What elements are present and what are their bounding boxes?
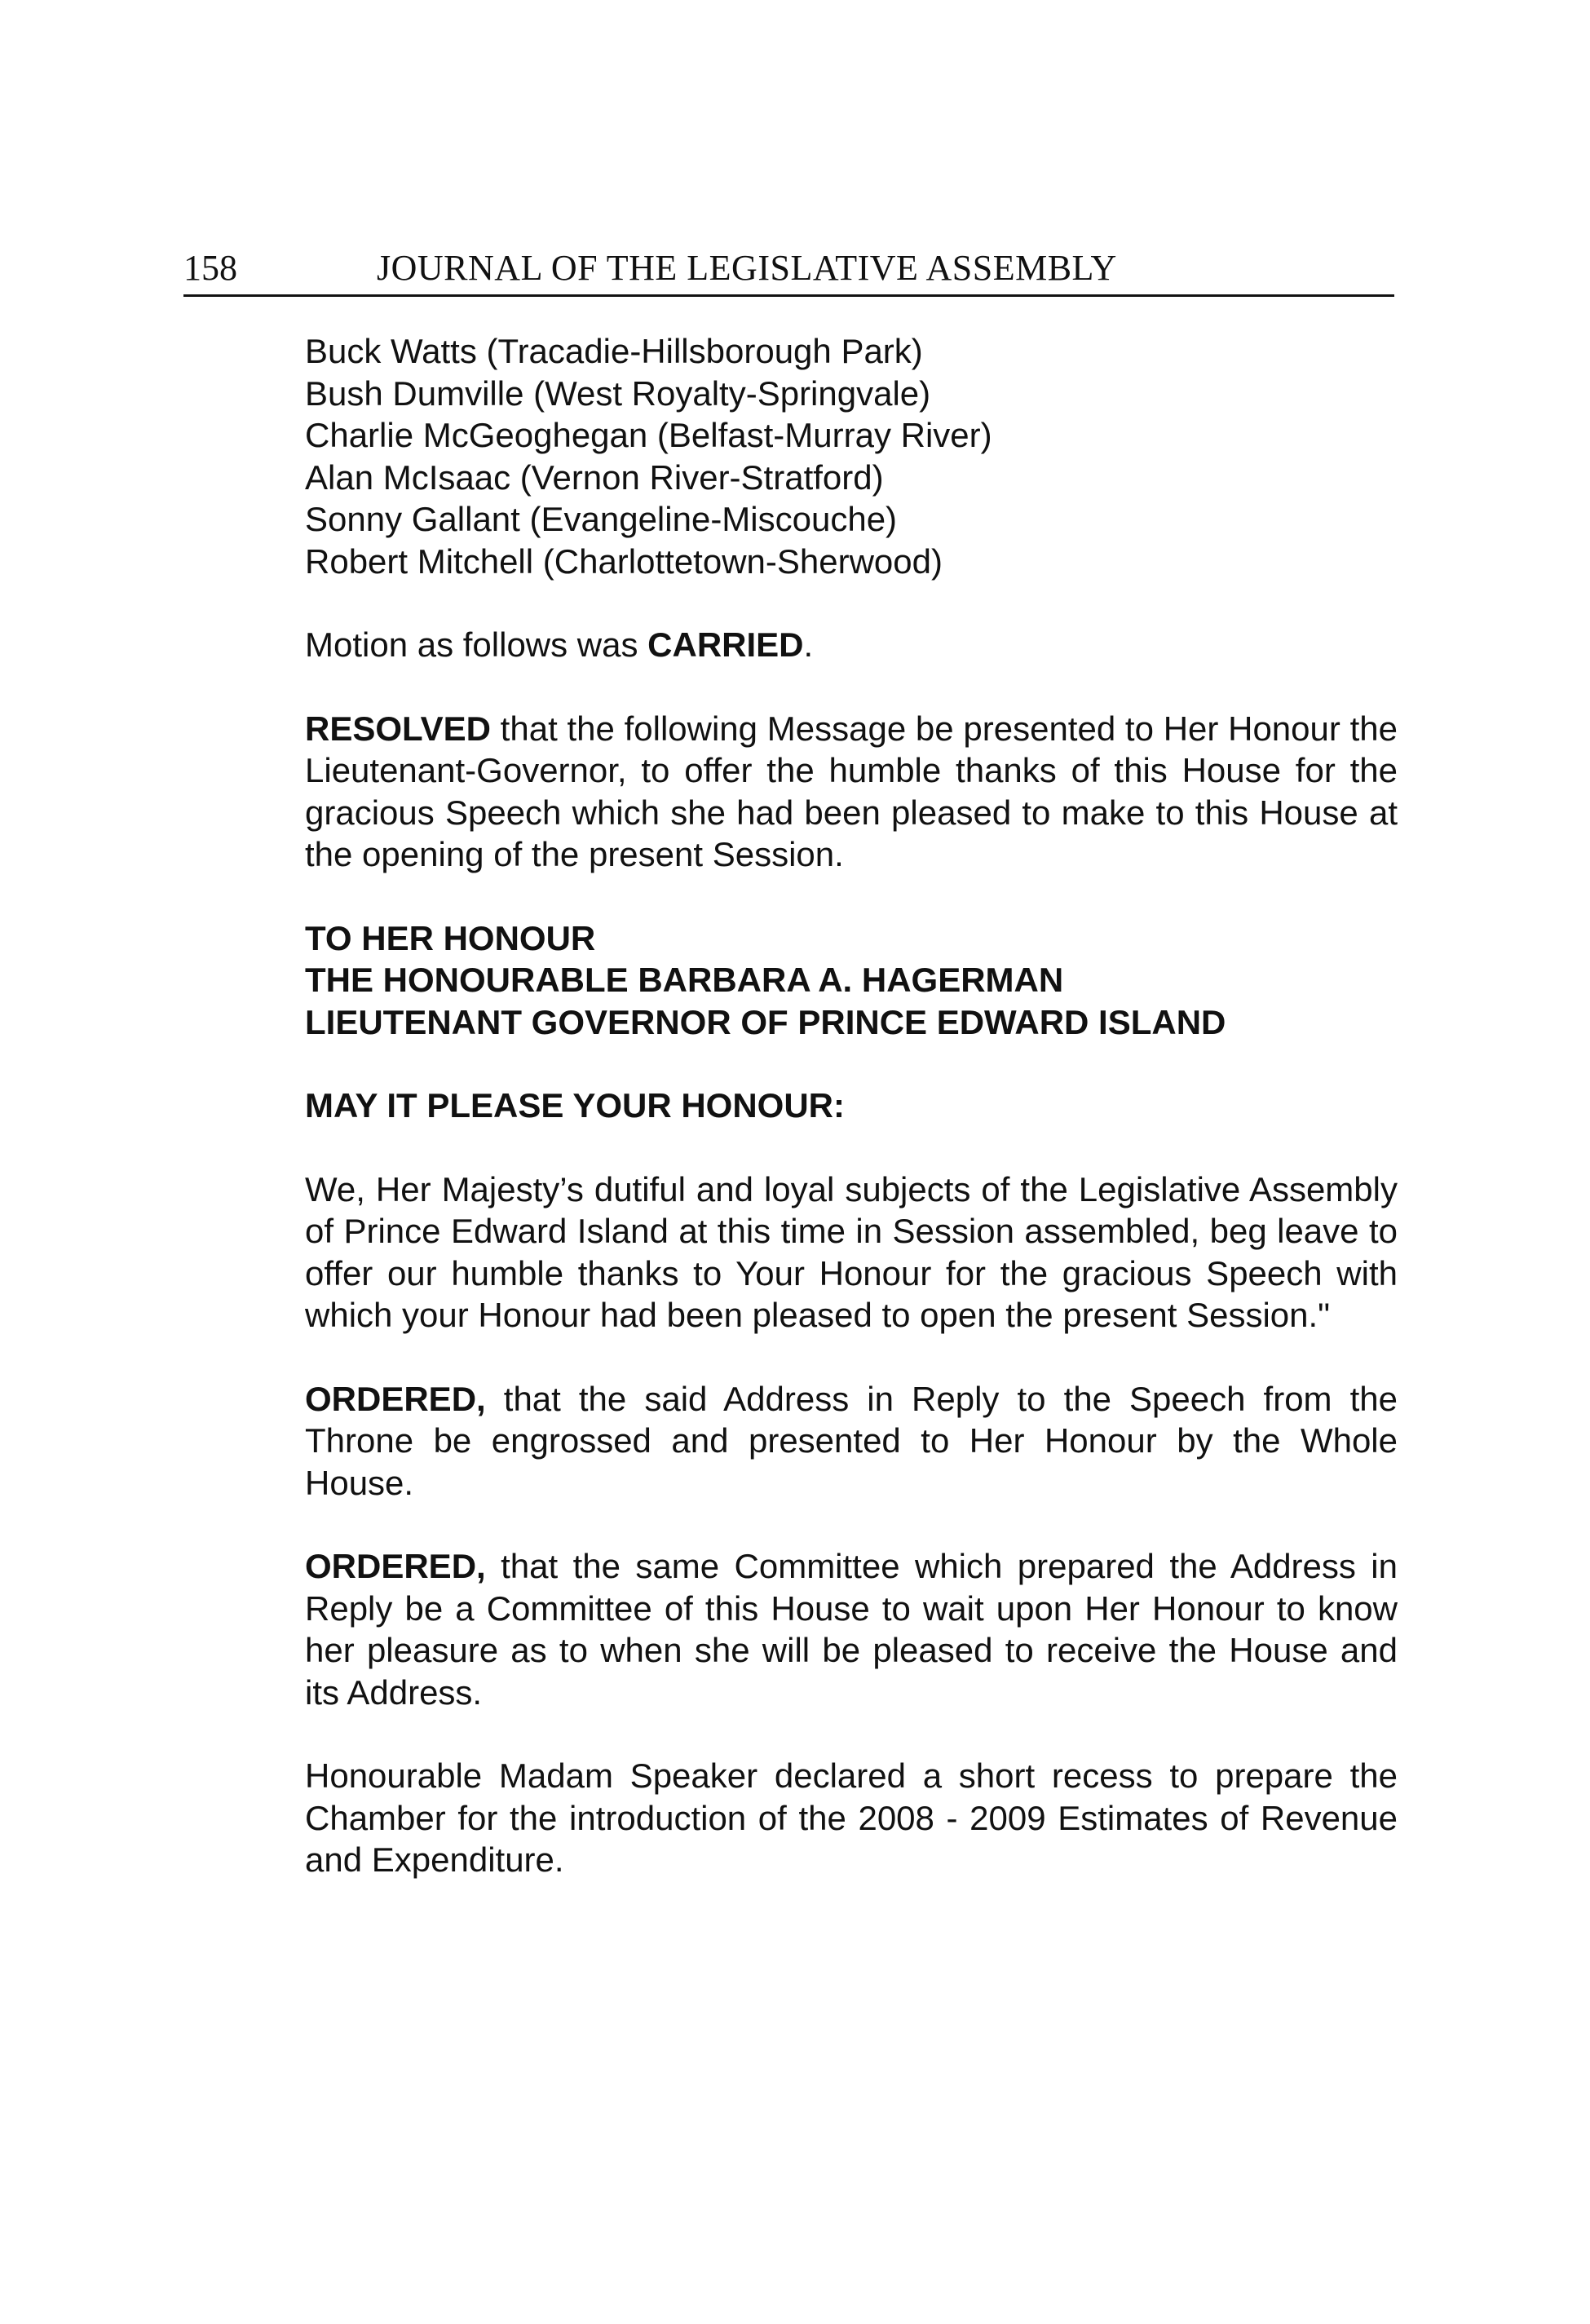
- member-item: Alan McIsaac (Vernon River-Stratford): [305, 457, 884, 497]
- member-item: Charlie McGeoghegan (Belfast-Murray River): [305, 416, 992, 454]
- ordered-keyword-2: ORDERED,: [305, 1547, 486, 1585]
- address-line-1: TO HER HONOUR: [305, 918, 596, 957]
- address-line-3: LIEUTENANT GOVERNOR OF PRINCE EDWARD ISLAND: [305, 1002, 1226, 1041]
- ordered-keyword-1: ORDERED,: [305, 1379, 486, 1418]
- member-list: [305, 330, 1398, 582]
- page-number: 158: [183, 248, 237, 288]
- address-heading: [305, 917, 1398, 1044]
- ordered-text-2: that the same Committee which prepared the Address in Reply be a Committee of this House to wait upon Her Honour to know her pleasure as to when she will be pleased to receive the House and its Address.: [305, 1547, 1398, 1712]
- resolved-paragraph: [305, 708, 1398, 876]
- member-item: Bush Dumville (West Royalty-Springvale): [305, 373, 931, 413]
- ordered-paragraph-2: [305, 1545, 1398, 1713]
- motion-text: Motion as follows was: [305, 625, 648, 664]
- member-item: Sonny Gallant (Evangeline-Miscouche): [305, 500, 898, 538]
- ordered-paragraph-1: [305, 1378, 1398, 1504]
- ordered-text-1: that the said Address in Reply to the Speech from the Throne be engrossed and presented to Her Honour by the Whole House.: [305, 1379, 1398, 1502]
- page-header: [183, 247, 1394, 297]
- address-salutation: MAY IT PLEASE YOUR HONOUR:: [305, 1086, 845, 1124]
- address-body-paragraph: We, Her Majesty’s dutiful and loyal subjects of the Legislative Assembly of Prince Edward Island at this time in Session assembled, beg leave to offer our humble thanks to Your Honour for the gracious Speech with which your Honour had been pleased to open the present Session.": [305, 1169, 1398, 1334]
- resolved-keyword: RESOLVED: [305, 709, 491, 748]
- resolved-text: that the following Message be presented to Her Honour the Lieutenant-Governor, to offer the humble thanks of this House for the gracious Speech which she had been pleased to make to this House at the opening of the present Session.: [305, 709, 1398, 873]
- motion-end: .: [803, 625, 814, 664]
- recess-paragraph: Honourable Madam Speaker declared a short recess to prepare the Chamber for the introduction of the 2008 - 2009 Estimates of Revenue and Expenditure.: [305, 1756, 1398, 1879]
- journal-title: JOURNAL OF THE LEGISLATIVE ASSEMBLY: [377, 248, 1117, 288]
- journal-body: [305, 330, 1398, 1881]
- motion-result: CARRIED: [647, 625, 804, 664]
- address-line-2: THE HONOURABLE BARBARA A. HAGERMAN: [305, 961, 1064, 999]
- member-item: Robert Mitchell (Charlottetown-Sherwood): [305, 541, 943, 581]
- motion-paragraph: [305, 624, 1398, 666]
- member-item: Buck Watts (Tracadie-Hillsborough Park): [305, 332, 923, 370]
